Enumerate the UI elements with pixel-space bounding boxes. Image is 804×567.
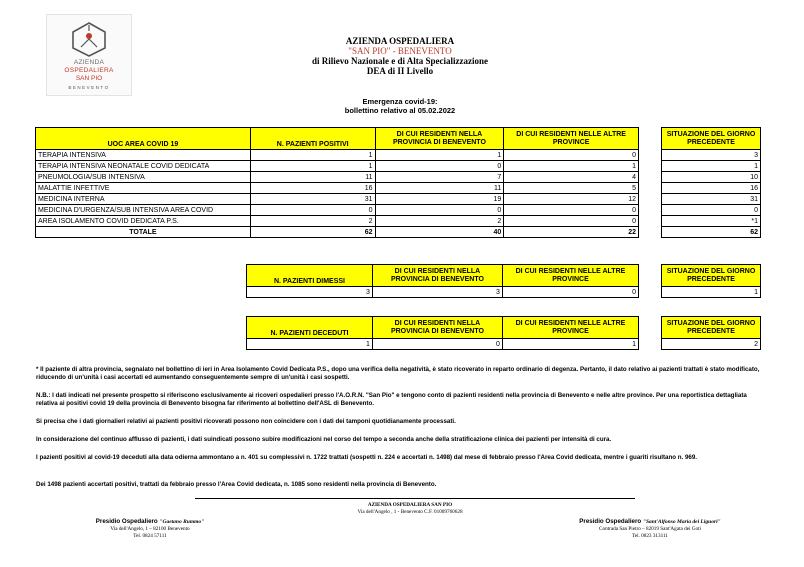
footer-center-title: AZIENDA OSPEDALIERA SAN PIO (367, 502, 453, 508)
footer-right-tel: Tel. 0823 313111 (632, 533, 668, 539)
header-title: AZIENDA OSPEDALIERA (345, 36, 455, 46)
row-benevento: 0 (375, 161, 504, 172)
row-name: MALATTIE INFETTIVE (36, 183, 251, 194)
note-tamponi: Si precisa che i dati giornalieri relativi ai pazienti positivi ricoverati possono non coincidere con i dati dei tamponi quotidianamente processati. (36, 418, 456, 425)
total-benevento: 40 (375, 227, 504, 238)
document-header (230, 36, 570, 76)
dimessi-prev-value: 1 (662, 287, 761, 298)
col-header-uoc: UOC AREA COVID 19 (36, 128, 251, 150)
header-subtitle: di Rilievo Nazionale e di Alta Specializzazione (312, 56, 488, 66)
bulletin-title (230, 97, 570, 115)
header-hospital: "SAN PIO" - BENEVENTO (348, 46, 452, 56)
table-row (36, 205, 639, 216)
footer-left-name: "Gaetano Rummo" (159, 519, 205, 525)
total-altre: 22 (504, 227, 639, 238)
note-afflusso: In considerazione del continuo afflusso di pazienti, i dati suindicati possono subire modificazioni nel corso del tempo a seconda anche della stratificazione clinica dei pazienti per intensità di cura. (36, 436, 612, 443)
prev-value: 10 (662, 172, 761, 183)
row-name: AREA ISOLAMENTO COVID DEDICATA P.S. (36, 216, 251, 227)
col-header-dimessi-prev: SITUAZIONE DEL GIORNO PRECEDENTE (662, 265, 761, 287)
row-positivi: 0 (250, 205, 375, 216)
row-altre: 0 (504, 216, 639, 227)
table-row (36, 172, 639, 183)
footer-center (300, 502, 520, 516)
col-header-deceduti-altre: DI CUI RESIDENTI NELLE ALTRE PROVINCE (502, 317, 638, 339)
footer-left-title: Presidio Ospedaliero (95, 518, 158, 525)
col-header-prev: SITUAZIONE DEL GIORNO PRECEDENTE (662, 128, 761, 150)
footer-right-name: "Sant'Alfonso Maria dei Liguori" (642, 519, 721, 525)
row-altre: 0 (504, 150, 639, 161)
row-name: MEDICINA INTERNA (36, 194, 251, 205)
deceased-table (246, 316, 639, 350)
row-positivi: 1 (250, 150, 375, 161)
row-altre: 1 (504, 161, 639, 172)
col-header-dimessi-altre: DI CUI RESIDENTI NELLE ALTRE PROVINCE (502, 265, 638, 287)
row-benevento: 0 (375, 205, 504, 216)
logo-text-1: AZIENDA (73, 59, 105, 66)
footer-divider (195, 498, 635, 499)
prev-value: 0 (662, 205, 761, 216)
col-header-benevento: DI CUI RESIDENTI NELLA PROVINCIA DI BENEVENTO (375, 128, 504, 150)
col-header-deceduti: N. PAZIENTI DECEDUTI (247, 317, 373, 339)
deceduti-prev-value: 2 (662, 339, 761, 350)
prev-total: 62 (662, 227, 761, 238)
note-residenti: Dei 1498 pazienti accertati positivi, trattati da febbraio presso l'Area Covid dedicata, n. 1085 sono residenti nella provincia di Benevento. (36, 481, 437, 488)
prev-value: 3 (662, 150, 761, 161)
row-positivi: 11 (250, 172, 375, 183)
footer-left-address: Via dell'Angelo, 1 – 82100 Benevento (110, 526, 190, 532)
hospital-logo (46, 14, 132, 96)
row-benevento: 7 (375, 172, 504, 183)
table-row (36, 161, 639, 172)
row-name: MEDICINA D'URGENZA/SUB INTENSIVA AREA COVID (36, 205, 251, 216)
note-asterisk: * Il paziente di altra provincia, segnalato nel bollettino di ieri in Area Isolamento Covid Dedicata P.S., dopo una verifica della negatività, è stato ricoverato in reparto ordinario di degenza. Pertanto, il dato relativo ai pazienti trattati è stato modificato, riducendo di un'unità i casi accertati ed aumentando conseguentemente sempre di un'unità i casi sospetti. (36, 366, 760, 381)
row-altre: 5 (504, 183, 639, 194)
deceased-prev-table (661, 316, 761, 350)
row-name: TERAPIA INTENSIVA NEONATALE COVID DEDICATA (36, 161, 251, 172)
row-benevento: 1 (375, 150, 504, 161)
row-positivi: 16 (250, 183, 375, 194)
table-row (247, 339, 639, 350)
row-altre: 12 (504, 194, 639, 205)
bulletin-line-1: Emergenza covid-19: (362, 97, 438, 106)
row-altre: 4 (504, 172, 639, 183)
main-prev-table (661, 127, 761, 238)
prev-value: *1 (662, 216, 761, 227)
col-header-deceduti-benevento: DI CUI RESIDENTI NELLA PROVINCIA DI BENEVENTO (372, 317, 502, 339)
row-benevento: 2 (375, 216, 504, 227)
table-row (36, 183, 639, 194)
logo-text-3: SAN PIO (75, 75, 103, 82)
discharged-prev-table (661, 264, 761, 298)
row-altre: 0 (504, 205, 639, 216)
row-name: PNEUMOLOGIA/SUB INTENSIVA (36, 172, 251, 183)
footer-center-address: Via dell'Angelo , 1 - Benevento C.F. 01009760628 (357, 509, 463, 515)
col-header-deceduti-prev: SITUAZIONE DEL GIORNO PRECEDENTE (662, 317, 761, 339)
col-header-dimessi: N. PAZIENTI DIMESSI (247, 265, 373, 287)
header-level: DEA di II Livello (366, 66, 434, 76)
total-positivi: 62 (250, 227, 375, 238)
col-header-dimessi-benevento: DI CUI RESIDENTI NELLA PROVINCIA DI BENEVENTO (372, 265, 502, 287)
dimessi-value: 3 (247, 287, 373, 298)
total-label: TOTALE (36, 227, 251, 238)
logo-text-4: BENEVENTO (68, 85, 110, 90)
table-row (36, 150, 639, 161)
table-row (247, 287, 639, 298)
prev-value: 31 (662, 194, 761, 205)
col-header-positivi: N. PAZIENTI POSITIVI (250, 128, 375, 150)
prev-value: 16 (662, 183, 761, 194)
dimessi-altre-value: 0 (502, 287, 638, 298)
bulletin-line-2: bollettino relativo al 05.02.2022 (344, 106, 456, 115)
logo-text-2: OSPEDALIERA (64, 67, 114, 74)
footer-right (540, 518, 760, 540)
footer-left (70, 518, 230, 540)
row-positivi: 1 (250, 161, 375, 172)
col-header-altre: DI CUI RESIDENTI NELLE ALTRE PROVINCE (504, 128, 639, 150)
footer-right-address: Contrada San Pietro – 82019 Sant'Agata dei Goti (599, 526, 701, 532)
discharged-table (246, 264, 639, 298)
total-row (36, 227, 639, 238)
dimessi-benevento-value: 3 (372, 287, 502, 298)
row-name: TERAPIA INTENSIVA (36, 150, 251, 161)
table-row (36, 216, 639, 227)
hexagon-logo-icon (67, 21, 111, 57)
main-table (35, 127, 639, 238)
row-positivi: 31 (250, 194, 375, 205)
deceduti-altre-value: 1 (502, 339, 638, 350)
deceduti-benevento-value: 0 (372, 339, 502, 350)
note-nb: N.B.: I dati indicati nel presente prospetto si riferiscono esclusivamente ai ricoveri ospedalieri presso l'A.O.R.N. "San Pio" e tengono conto di pazienti residenti nella provincia di Benevento e nelle altre province. Per una reportistica dettagliata relativa ai positivi covid 19 della provincia di Benevento bisogna far riferimento al bollettino dell'ASL di Benevento. (36, 392, 747, 407)
row-benevento: 11 (375, 183, 504, 194)
deceduti-value: 1 (247, 339, 373, 350)
footer-right-title: Presidio Ospedaliero (579, 518, 642, 525)
row-benevento: 19 (375, 194, 504, 205)
table-row (36, 194, 639, 205)
prev-value: 1 (662, 161, 761, 172)
row-positivi: 2 (250, 216, 375, 227)
footer-left-tel: Tel. 0824 57111 (133, 533, 167, 539)
note-deceduti: I pazienti positivi al covid-19 deceduti alla data odierna ammontano a n. 401 su complessivi n. 1722 trattati (sospetti n. 224 e accertati n. 1498) dal mese di febbraio presso l'Area Covid dedicata, mentre i guariti risultano n. 969. (36, 454, 697, 461)
